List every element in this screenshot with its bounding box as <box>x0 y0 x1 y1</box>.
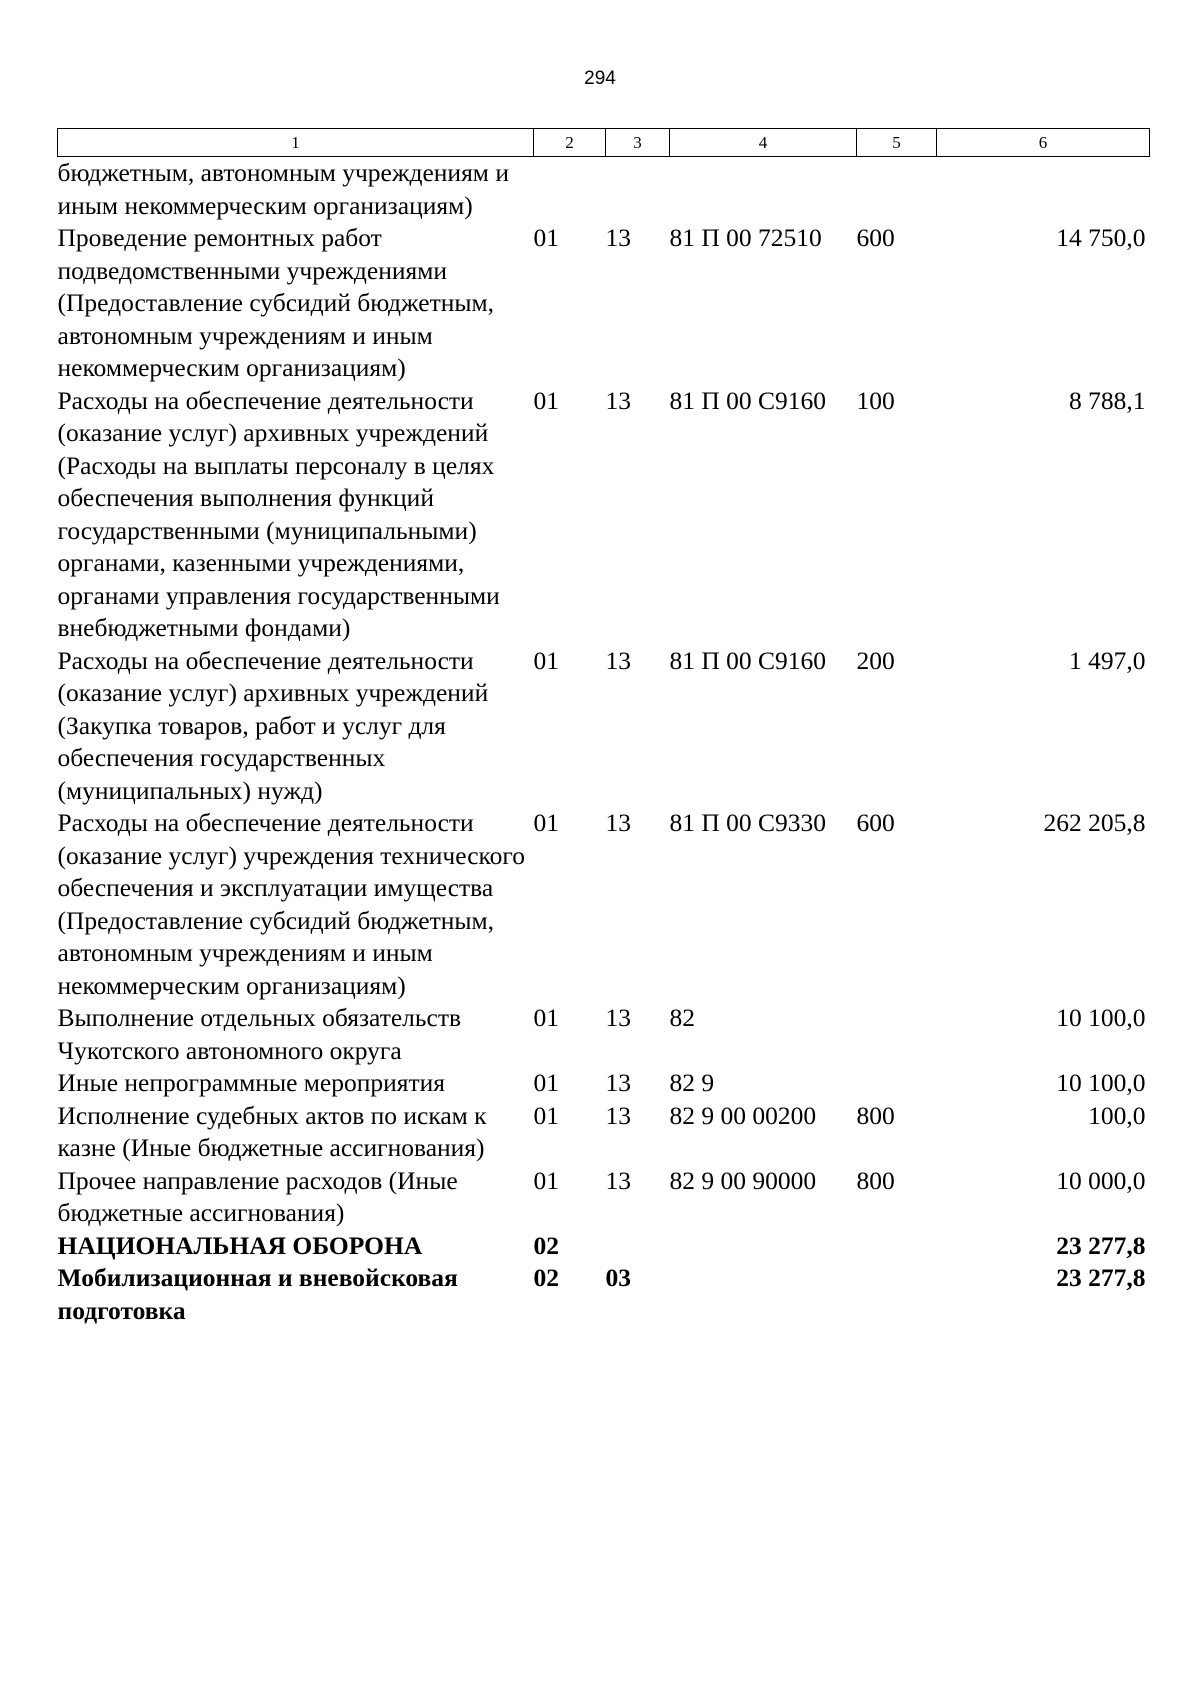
subsection-code-cell: 13 <box>605 1165 631 1195</box>
subsection-code-cell: 13 <box>605 808 631 837</box>
header-cell-5: 5 <box>857 129 937 157</box>
target-article-cell: 82 9 00 90000 <box>669 1165 817 1195</box>
item-name-cell: НАЦИОНАЛЬНАЯ ОБОРОНА <box>57 1230 423 1260</box>
header-cell-3: 3 <box>606 129 670 157</box>
table-row <box>58 1230 1150 1263</box>
amount-cell <box>937 157 1150 223</box>
subsection-code-cell: 13 <box>605 1003 631 1032</box>
section-code-cell: 02 <box>533 1263 559 1292</box>
subsection-code-cell: 13 <box>605 645 631 675</box>
expense-type-cell <box>857 1262 937 1327</box>
subsection-code-cell: 13 <box>605 1068 631 1097</box>
item-name-cell: Исполнение судебных актов по искам к казне (Иные бюджетные ассигнования) <box>57 1100 487 1162</box>
header-row <box>58 129 1150 157</box>
header-cell-1: 1 <box>58 129 534 157</box>
target-article-cell: 82 <box>669 1003 695 1032</box>
expense-type-cell <box>857 1067 937 1100</box>
item-name-cell: бюджетным, автономным учреждениям и иным некоммерческим организациям) <box>57 158 509 220</box>
subsection-code-cell: 13 <box>605 1100 631 1130</box>
target-article-cell: 82 9 00 00200 <box>669 1100 817 1130</box>
expense-type-cell: 200 <box>856 645 895 675</box>
subsection-code-cell: 13 <box>605 385 631 415</box>
table-body <box>58 157 1150 1328</box>
target-article-cell <box>670 1230 857 1263</box>
section-code-cell: 01 <box>533 808 559 837</box>
table-row <box>58 222 1150 385</box>
amount-cell: 10 000,0 <box>1056 1165 1146 1195</box>
subsection-code-cell <box>606 157 670 223</box>
subsection-code-cell: 13 <box>605 223 631 252</box>
table-header <box>58 129 1150 157</box>
expense-type-cell <box>857 1230 937 1263</box>
page-number: 294 <box>584 68 616 89</box>
section-code-cell: 01 <box>533 223 559 252</box>
amount-cell: 8 788,1 <box>1069 385 1146 415</box>
target-article-cell <box>670 1262 857 1327</box>
expense-type-cell: 600 <box>856 808 895 837</box>
budget-table <box>57 128 1150 1327</box>
item-name-cell: Расходы на обеспечение деятельности (оказание услуг) архивных учреждений (Закупка товаров, работ и услуг для обеспечения государственных (муниципальных) нужд) <box>57 645 489 805</box>
subsection-code-cell: 03 <box>605 1263 631 1292</box>
section-code-cell: 01 <box>533 1100 559 1130</box>
item-name-cell: Расходы на обеспечение деятельности (оказание услуг) архивных учреждений (Расходы на выплаты персоналу в целях обеспечения выполнения функций государственными (муниципальными) органами, казенными учреждениями, органами управления государственными внебюджетными фондами) <box>57 385 500 642</box>
table-row <box>58 1100 1150 1165</box>
table-row <box>58 1002 1150 1067</box>
table-row <box>58 157 1150 223</box>
expense-type-cell: 800 <box>856 1100 895 1130</box>
item-name-cell: Проведение ремонтных работ подведомственными учреждениями (Предоставление субсидий бюджетным, автономным учреждениям и иным некоммерческим организациям) <box>57 223 495 382</box>
amount-cell: 1 497,0 <box>1069 645 1146 675</box>
amount-cell: 262 205,8 <box>1043 808 1146 837</box>
table-row <box>58 1067 1150 1100</box>
target-article-cell: 81 П 00 С9160 <box>669 645 827 675</box>
expense-type-cell <box>857 1002 937 1067</box>
section-code-cell <box>534 157 606 223</box>
table-row <box>58 1262 1150 1327</box>
target-article-cell: 82 9 <box>669 1068 715 1097</box>
item-name-cell: Иные непрограммные мероприятия <box>57 1068 446 1097</box>
subsection-code-cell <box>606 1230 670 1263</box>
table-row <box>58 807 1150 1002</box>
section-code-cell: 01 <box>533 1003 559 1032</box>
table-row <box>58 645 1150 808</box>
target-article-cell: 81 П 00 С9160 <box>669 385 827 415</box>
target-article-cell: 81 П 00 72510 <box>669 223 822 252</box>
header-cell-4: 4 <box>670 129 857 157</box>
amount-cell: 10 100,0 <box>1056 1068 1146 1097</box>
section-code-cell: 01 <box>533 1068 559 1097</box>
amount-cell: 23 277,8 <box>1056 1263 1146 1292</box>
expense-type-cell: 600 <box>856 223 895 252</box>
expense-type-cell: 800 <box>856 1165 895 1195</box>
section-code-cell: 01 <box>533 385 559 415</box>
item-name-cell: Расходы на обеспечение деятельности (оказание услуг) учреждения технического обеспечения и эксплуатации имущества (Предоставление субсидий бюджетным, автономным учреждениям и иным некоммерческим организациям) <box>57 808 525 1000</box>
table-row <box>58 1165 1150 1230</box>
item-name-cell: Выполнение отдельных обязательств Чукотского автономного округа <box>57 1003 462 1065</box>
section-code-cell: 01 <box>533 645 559 675</box>
header-cell-6: 6 <box>937 129 1150 157</box>
expense-type-cell <box>857 157 937 223</box>
table-row <box>58 385 1150 645</box>
amount-cell: 10 100,0 <box>1056 1003 1146 1032</box>
item-name-cell: Мобилизационная и вневойсковая подготовка <box>57 1263 458 1325</box>
amount-cell: 14 750,0 <box>1056 223 1146 252</box>
amount-cell: 23 277,8 <box>1056 1230 1146 1260</box>
section-code-cell: 01 <box>533 1165 559 1195</box>
amount-cell: 100,0 <box>1088 1100 1146 1130</box>
expense-type-cell: 100 <box>856 385 895 415</box>
target-article-cell <box>670 157 857 223</box>
item-name-cell: Прочее направление расходов (Иные бюджетные ассигнования) <box>57 1165 458 1227</box>
header-cell-2: 2 <box>534 129 606 157</box>
target-article-cell: 81 П 00 С9330 <box>669 808 827 837</box>
section-code-cell: 02 <box>533 1230 559 1260</box>
